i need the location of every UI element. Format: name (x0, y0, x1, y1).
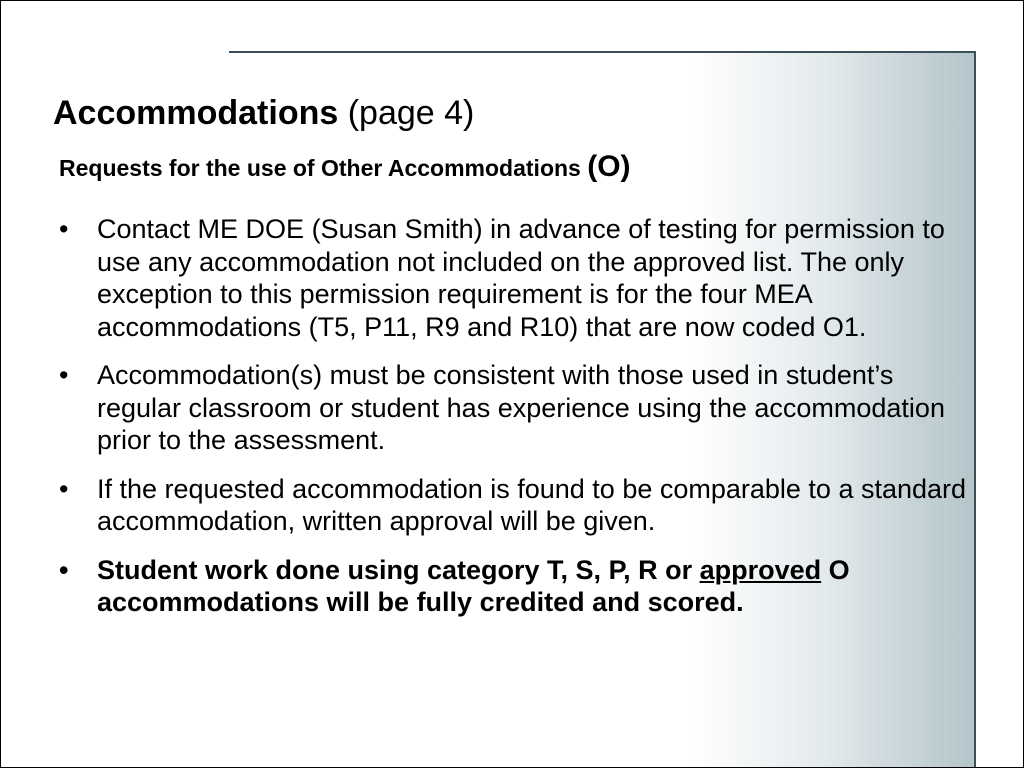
bullet-text: If the requested accommodation is found to be comparable to a standard accommodation, written approval will be given. (97, 473, 967, 536)
slide-subtitle (59, 147, 631, 188)
bullet-item (59, 473, 969, 538)
subtitle-text: Requests for the use of Other Accommodations (59, 155, 588, 181)
final-bullet-part2: O accommodations will be fully credited and scored. (97, 554, 850, 617)
bullet-dot-icon: • (59, 360, 69, 390)
bullet-dot-icon: • (59, 214, 69, 244)
bullet-list (59, 213, 969, 635)
slide-content (1, 1, 1023, 767)
subtitle-code: (O) (587, 150, 631, 183)
bullet-dot-icon: • (59, 554, 69, 585)
slide-title (53, 91, 474, 135)
final-bullet-underlined: approved (699, 554, 822, 585)
bullet-item-emphasized (59, 554, 969, 619)
title-suffix: (page 4) (338, 94, 475, 132)
title-main: Accommodations (53, 94, 339, 132)
final-bullet-part1: Student work done using category T, S, P, R or (97, 554, 700, 585)
bullet-dot-icon: • (59, 473, 69, 504)
bullet-text: Accommodation(s) must be consistent with those used in student’s regular classroom or student has experience using the accommodation prior to the assessment. (97, 360, 945, 455)
bullet-text: Contact ME DOE (Susan Smith) in advance of testing for permission to use any accommodation not included on the approved list. The only exception to this permission requirement is for the four MEA accommodations (T5, P11, R9 and R10) that are now coded O1. (97, 214, 945, 342)
bullet-item (59, 213, 969, 343)
bullet-item (59, 359, 969, 457)
